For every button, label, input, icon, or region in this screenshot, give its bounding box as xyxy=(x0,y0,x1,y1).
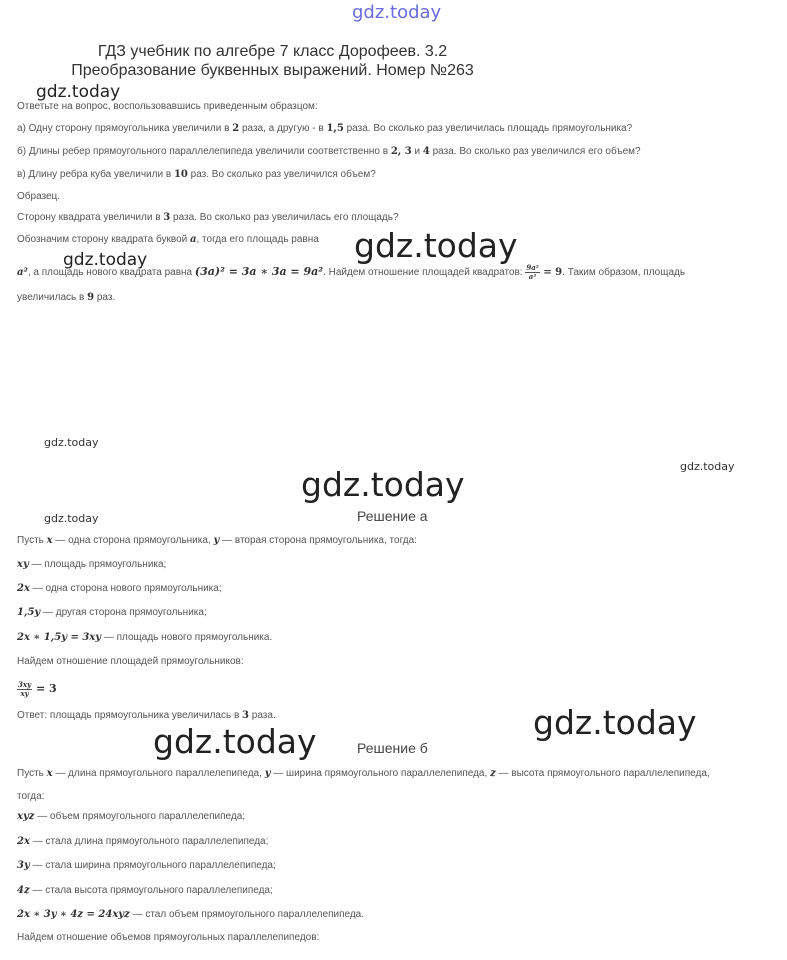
solution-a-line: 2x — одна сторона нового прямоугольника; xyxy=(17,583,222,594)
solution-b-line: 2x — стала длина прямоугольного параллелепипеда; xyxy=(17,836,269,847)
watermark: gdz.today xyxy=(153,722,317,761)
solution-a-line: Пусть x — одна сторона прямоугольника, y — вторая сторона прямоугольника, тогда: xyxy=(17,535,417,546)
sample-label: Образец. xyxy=(17,191,61,202)
watermark: gdz.today xyxy=(44,436,99,449)
sample-conclusion: увеличилась в 9 раз. xyxy=(17,292,116,303)
solution-a-heading: Решение а xyxy=(357,508,428,524)
watermark: gdz.today xyxy=(533,703,697,742)
task-b: б) Длины ребер прямоугольного параллелепипеда увеличили соответственно в 2, 3 и 4 раза. Во сколько раз увеличился его объем? xyxy=(17,146,641,157)
solution-b-line: Найдем отношение объемов прямоугольных параллелепипедов: xyxy=(17,932,320,943)
watermark: gdz.today xyxy=(680,460,735,473)
page-title: ГДЗ учебник по алгебре 7 класс Дорофеев. 3.2 xyxy=(97,43,448,60)
watermark: gdz.today xyxy=(63,250,148,270)
watermark: gdz.today xyxy=(354,226,518,265)
watermark-top[interactable]: gdz.today xyxy=(352,2,442,23)
task-intro: Ответьте на вопрос, воспользовавшись приведенным образцом: xyxy=(17,101,318,112)
solution-b-line: 2x ∗ 3y ∗ 4z = 24xyz — стал объем прямоугольного параллелепипеда. xyxy=(17,909,364,920)
solution-b-heading: Решение б xyxy=(357,740,428,756)
task-a: а) Одну сторону прямоугольника увеличили в 2 раза, а другую - в 1,5 раза. Во сколько раз увеличилась площадь прямоугольника? xyxy=(17,123,633,134)
watermark: gdz.today xyxy=(36,82,121,102)
task-v: в) Длину ребра куба увеличили в 10 раз. Во сколько раз увеличился объем? xyxy=(17,169,376,180)
solution-b-line: 3y — стала ширина прямоугольного параллелепипеда; xyxy=(17,860,276,871)
watermark: gdz.today xyxy=(301,465,465,504)
fraction: $\frac{\text{9a²}}{\text{a²}}$ xyxy=(526,263,539,281)
sample-computation: a², а площадь нового квадрата равна (3a)² = 3a ∗ 3a = 9a². Найдем отношение площадей квадратов: $\frac{\text{9a²}}{\text{a²}}$ = 9. Таким образом, площадь xyxy=(17,263,686,281)
solution-a-line: 1,5y — другая сторона прямоугольника; xyxy=(17,607,207,618)
solution-a-line: 2x ∗ 1,5y = 3xy — площадь нового прямоугольника. xyxy=(17,632,273,643)
sample-answer: Обозначим сторону квадрата буквой a, тогда его площадь равна xyxy=(17,234,319,245)
solution-a-answer: Ответ: площадь прямоугольника увеличилась в 3 раза. xyxy=(17,710,276,721)
solution-b-line: Пусть x — длина прямоугольного параллелепипеда, y — ширина прямоугольного параллелепипеда, z — высота прямоугольного параллелепипеда, xyxy=(17,768,710,779)
watermark: gdz.today xyxy=(44,512,99,525)
solution-b-line: тогда: xyxy=(17,791,45,802)
sample-question: Сторону квадрата увеличили в 3 раза. Во сколько раз увеличилась его площадь? xyxy=(17,212,399,223)
solution-a-line: xy — площадь прямоугольника; xyxy=(17,559,167,570)
solution-a-line: Найдем отношение площадей прямоугольников: xyxy=(17,656,244,667)
page-subtitle: Преобразование буквенных выражений. Номер №263 xyxy=(71,62,474,79)
solution-b-line: xyz — объем прямоугольного параллелепипеда; xyxy=(17,811,246,822)
fraction: $\frac{3xy}{xy}$ xyxy=(18,680,32,698)
solution-a-fraction: $\frac{3xy}{xy}$ = 3 xyxy=(18,680,57,698)
solution-b-line: 4z — стала высота прямоугольного параллелепипеда; xyxy=(17,885,273,896)
